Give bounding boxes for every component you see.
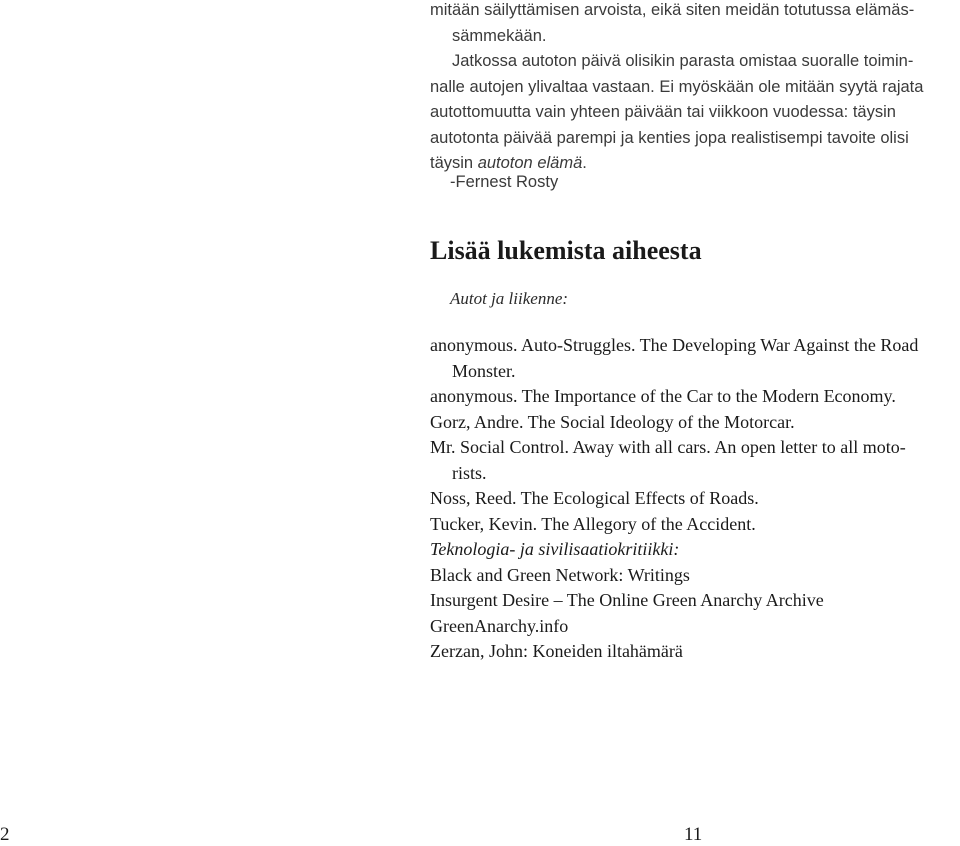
- reference-list: [430, 333, 960, 665]
- body-line: sämmekään.: [452, 26, 547, 45]
- reference-text: Mr. Social Control. Away with all cars. An open letter to all moto-: [430, 437, 906, 457]
- list-item: [430, 588, 960, 614]
- reference-text: anonymous. The Importance of the Car to the Modern Economy.: [430, 386, 896, 406]
- article-body: [430, 0, 960, 177]
- list-item: [430, 537, 960, 563]
- list-item: [430, 486, 960, 512]
- list-item: [430, 614, 960, 640]
- reference-text: Zerzan, John: Koneiden iltahämärä: [430, 641, 683, 661]
- body-line: nalle autojen ylivaltaa vastaan. Ei myöskään ole mitään syytä rajata: [430, 77, 924, 96]
- section-heading: Lisää lukemista aiheesta: [430, 236, 702, 265]
- list-item: [430, 639, 960, 665]
- reference-continuation: rists.: [452, 462, 487, 483]
- body-end-punct: .: [582, 154, 587, 172]
- subheading: Autot ja liikenne:: [450, 289, 569, 308]
- reference-text: Noss, Reed. The Ecological Effects of Roads.: [430, 488, 759, 508]
- reference-continuation: Monster.: [452, 360, 516, 381]
- reference-text: GreenAnarchy.info: [430, 615, 569, 636]
- list-item: [430, 333, 960, 384]
- body-line: Jatkossa autoton päivä olisikin parasta omistaa suoralle toimin-: [452, 52, 914, 70]
- list-item: [430, 563, 960, 589]
- reference-text: Black and Green Network: Writings: [430, 564, 690, 585]
- reference-text: anonymous. Auto-Struggles. The Developing War Against the Road: [430, 335, 919, 355]
- reference-text: Insurgent Desire – The Online Green Anarchy Archive: [430, 590, 824, 610]
- body-line: mitään säilyttämisen arvoista, eikä siten meidän totutussa elämäs-: [430, 1, 915, 19]
- body-italic-phrase: autoton elämä: [477, 154, 583, 172]
- reference-text: Gorz, Andre. The Social Ideology of the Motorcar.: [430, 411, 795, 432]
- list-item: [430, 435, 960, 486]
- body-line: autotonta päivää parempi ja kenties jopa realistisempi tavoite olisi: [430, 128, 909, 147]
- reference-text: Teknologia- ja sivilisaatiokritiikki:: [430, 539, 680, 559]
- body-line-start: täysin: [430, 154, 478, 172]
- list-item: [430, 410, 960, 436]
- list-item: [430, 512, 960, 538]
- author-signature: -Fernest Rosty: [450, 173, 559, 191]
- list-item: [430, 384, 960, 410]
- page-number-right: 11: [684, 824, 703, 845]
- body-line: autottomuutta vain yhteen päivään tai viikkoon vuodessa: täysin: [430, 103, 896, 121]
- page-number-left: 2: [0, 824, 10, 845]
- reference-text: Tucker, Kevin. The Allegory of the Accident.: [430, 513, 756, 534]
